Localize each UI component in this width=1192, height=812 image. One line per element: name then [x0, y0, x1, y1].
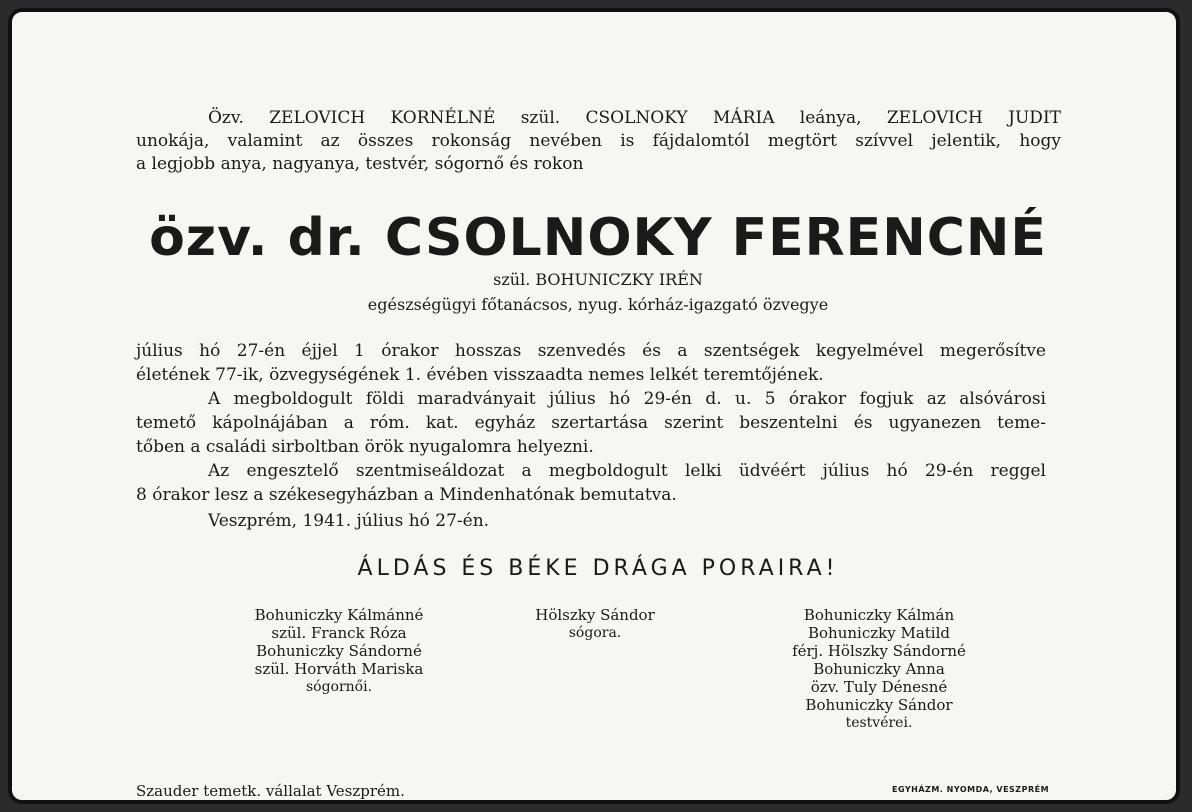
mourner-name: szül. Horváth Mariska: [254, 660, 424, 678]
mourner-name: Bohuniczky Sándorné: [256, 642, 422, 660]
death-notice: [8, 8, 1180, 804]
mourner-name: Bohuniczky Matild: [808, 624, 950, 642]
mourner-name: özv. Tuly Dénesné: [810, 678, 948, 696]
deceased-maiden-name: szül. BOHUNICZKY IRÉN: [493, 270, 703, 289]
mourners-right: [774, 606, 984, 732]
body-paragraph: [136, 339, 1046, 533]
mourners-left: [234, 606, 444, 696]
body-line: A megboldogult földi maradványait július hó 29-én d. u. 5 órakor fogjuk az alsóvárosi: [208, 389, 1046, 409]
body-line: július hó 27-én éjjel 1 órakor hosszas szenvedés és a szentségek kegyelmével megerősítve: [136, 341, 1046, 361]
mourner-name: Bohuniczky Sándor: [805, 696, 953, 714]
deceased-name: özv. dr. CSOLNOKY FERENCNÉ: [149, 208, 1047, 268]
mourner-name: Bohuniczky Kálmánné: [254, 606, 424, 624]
mourner-name: szül. Franck Róza: [271, 624, 407, 642]
undertaker-credit: Szauder temetk. vállalat Veszprém.: [136, 782, 405, 800]
body-line: Az engesztelő szentmiseáldozat a megboldogult lelki üdvéért július hó 29-én reggel: [208, 461, 1046, 481]
mourner-relation: testvérei.: [845, 715, 913, 731]
mourners-middle: [510, 606, 680, 642]
intro-line: unokája, valamint az összes rokonság nevében is fájdalomtól megtört szívvel jelentik, hogy: [136, 131, 1061, 151]
place-date: Veszprém, 1941. július hó 27-én.: [208, 511, 490, 531]
body-line: temető kápolnájában a róm. kat. egyház szertartása szerint beszentelni és ugyanezen teme-: [136, 413, 1046, 433]
mourner-relation: sógornői.: [305, 679, 373, 695]
mourner-name: férj. Hölszky Sándorné: [792, 642, 966, 660]
mourner-name: Bohuniczky Kálmán: [803, 606, 955, 624]
blessing: ÁLDÁS ÉS BÉKE DRÁGA PORAIRA!: [357, 556, 839, 581]
intro-line: Özv. ZELOVICH KORNÉLNÉ szül. CSOLNOKY MÁRIA leánya, ZELOVICH JUDIT: [208, 108, 1061, 128]
body-line: tőben a családi sirboltban örök nyugalomra helyezni.: [136, 437, 594, 457]
mourner-name: Bohuniczky Anna: [813, 660, 945, 678]
intro-line: a legjobb anya, nagyanya, testvér, sógornő és rokon: [136, 154, 584, 174]
mourner-relation: sógora.: [568, 625, 622, 641]
deceased-title: egészségügyi főtanácsos, nyug. kórház-igazgató özvegye: [367, 295, 829, 314]
mourner-name: Hölszky Sándor: [535, 606, 655, 624]
body-line: 8 órakor lesz a székesegyházban a Mindenhatónak bemutatva.: [136, 485, 677, 505]
body-line: életének 77-ik, özvegységének 1. évében visszaadta nemes lelkét teremtőjének.: [136, 365, 824, 385]
intro-paragraph: [136, 107, 1061, 176]
printer-credit: EGYHÁZM. NYOMDA, VESZPRÉM: [892, 785, 1050, 794]
